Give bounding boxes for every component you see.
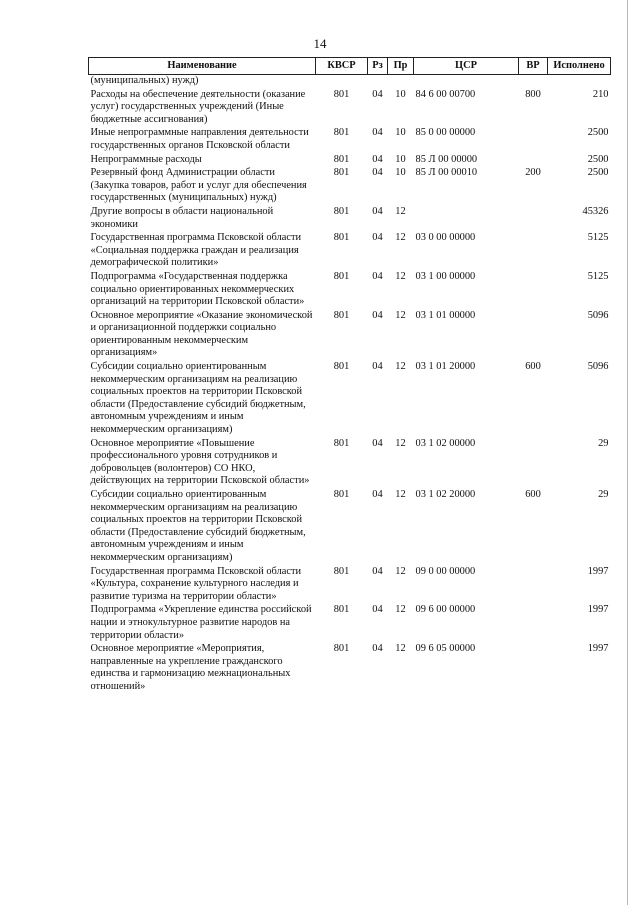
cell-kvsr: 801 — [333, 153, 350, 165]
cell-csr: 03 1 01 20000 — [415, 361, 476, 373]
table-row — [89, 309, 611, 360]
cell-name: Основное мероприятие «Повышение профессионального уровня сотрудников и добровольцев (волонтеров) СО НКО, действующих на территории Псковской области» — [90, 437, 310, 487]
cell-rz: 04 — [372, 232, 383, 244]
cell-kvsr: 801 — [333, 127, 350, 139]
table-body — [89, 75, 611, 694]
cell-isp: 29 — [598, 437, 609, 449]
cell-isp: 1997 — [587, 643, 609, 655]
cell-vr — [519, 153, 548, 167]
cell-rz: 04 — [372, 309, 383, 321]
header-vr: ВР — [519, 58, 548, 75]
cell-pr: 12 — [395, 565, 406, 577]
table-row — [89, 231, 611, 270]
cell-pr: 10 — [395, 88, 406, 100]
cell-kvsr: 801 — [333, 565, 350, 577]
cell-pr: 12 — [395, 361, 406, 373]
cell-name: Основное мероприятие «Оказание экономической и организационной поддержки социально ориентированным некоммерческим организациям» — [90, 309, 313, 359]
cell-vr: 600 — [525, 361, 541, 373]
table-row — [89, 153, 611, 167]
cell-name: Государственная программа Псковской области «Культура, сохранение культурного наследия и развитие туризма на территории области» — [90, 565, 302, 602]
cell-csr: 03 1 02 00000 — [415, 437, 476, 449]
cell-rz: 04 — [372, 153, 383, 165]
cell-vr — [519, 565, 548, 604]
cell-rz: 04 — [372, 643, 383, 655]
cell-pr: 10 — [395, 127, 406, 139]
cell-vr: 600 — [525, 489, 541, 500]
cell-name: Иные непрограммные направления деятельности государственных органов Псковской области — [90, 127, 309, 151]
table-row — [89, 270, 611, 309]
cell-csr: 84 6 00 00700 — [415, 88, 476, 100]
cell-vr: 200 — [525, 167, 541, 179]
table-row — [89, 437, 611, 488]
cell-name: Непрограммные расходы — [90, 153, 202, 165]
cell-pr: 12 — [395, 309, 406, 321]
cell-vr — [519, 437, 548, 488]
budget-table — [88, 57, 611, 694]
cell-isp: 5125 — [587, 270, 609, 282]
header-isp: Исполнено — [548, 58, 611, 75]
table-row — [89, 75, 611, 88]
cell-csr: 09 6 00 00000 — [415, 604, 476, 616]
cell-isp — [548, 75, 611, 88]
cell-rz: 04 — [372, 604, 383, 616]
cell-csr: 03 1 02 20000 — [415, 489, 476, 500]
cell-pr: 10 — [395, 153, 406, 165]
cell-rz: 04 — [372, 361, 383, 373]
cell-name: Резервный фонд Администрации области (Закупка товаров, работ и услуг для обеспечения государственных (муниципальных) нужд) — [90, 167, 307, 204]
cell-isp: 2500 — [587, 127, 609, 139]
cell-kvsr: 801 — [333, 205, 350, 217]
cell-kvsr: 801 — [333, 604, 350, 616]
cell-csr: 03 1 00 00000 — [415, 270, 476, 282]
cell-kvsr: 801 — [333, 361, 350, 373]
cell-csr — [414, 75, 519, 88]
cell-pr: 10 — [395, 167, 406, 179]
table-row — [89, 642, 611, 693]
cell-vr — [519, 642, 548, 693]
cell-rz: 04 — [372, 565, 383, 577]
table-row — [89, 603, 611, 642]
table-row — [89, 166, 611, 205]
cell-vr — [519, 270, 548, 309]
cell-rz: 04 — [372, 437, 383, 449]
cell-pr: 12 — [395, 232, 406, 244]
cell-kvsr: 801 — [333, 643, 350, 655]
cell-isp: 45326 — [582, 205, 609, 217]
cell-isp: 1997 — [587, 604, 609, 616]
cell-pr: 12 — [395, 205, 406, 217]
cell-rz: 04 — [372, 88, 383, 100]
cell-rz: 04 — [372, 205, 383, 217]
cell-kvsr: 801 — [333, 88, 350, 100]
cell-pr: 12 — [395, 437, 406, 449]
cell-csr: 09 0 00 00000 — [415, 565, 476, 577]
cell-isp: 1997 — [587, 565, 609, 577]
cell-pr — [388, 75, 414, 88]
cell-vr — [519, 75, 548, 88]
cell-isp: 5096 — [587, 309, 609, 321]
header-name: Наименование — [89, 58, 316, 75]
cell-rz: 04 — [372, 127, 383, 139]
cell-name: Подпрограмма «Укрепление единства российской нации и этнокультурное развитие народов на территории области» — [90, 604, 312, 641]
cell-name: (муниципальных) нужд) — [90, 75, 199, 86]
cell-pr: 12 — [395, 489, 406, 500]
cell-kvsr: 801 — [333, 270, 350, 282]
cell-name: Государственная программа Псковской области «Социальная поддержка граждан и реализация демографической политики» — [90, 232, 302, 269]
cell-isp: 5125 — [587, 232, 609, 244]
cell-rz: 04 — [372, 489, 383, 500]
header-kvsr: КВСР — [316, 58, 368, 75]
cell-kvsr: 801 — [333, 167, 350, 179]
cell-pr: 12 — [395, 643, 406, 655]
table-row — [89, 360, 611, 437]
table-row — [89, 126, 611, 152]
cell-rz — [368, 75, 388, 88]
cell-kvsr: 801 — [333, 309, 350, 321]
header-pr: Пр — [388, 58, 414, 75]
cell-name: Основное мероприятие «Мероприятия, направленные на укрепление гражданского единства и гармонизацию межнациональных отношений» — [90, 643, 291, 692]
cell-csr: 03 0 00 00000 — [415, 232, 476, 244]
cell-vr: 800 — [525, 88, 541, 100]
cell-vr — [519, 603, 548, 642]
cell-name: Субсидии социально ориентированным некоммерческим организациям на реализацию социальных проектов на территории Псковской области (Предоставление субсидий бюджетным, автономным учреждениям и иным некоммерческим организациям) — [90, 361, 306, 436]
cell-csr: 85 0 00 00000 — [415, 127, 476, 139]
cell-pr: 12 — [395, 604, 406, 616]
cell-isp: 29 — [598, 489, 609, 500]
cell-kvsr — [316, 75, 368, 88]
cell-csr: 85 Л 00 00000 — [415, 153, 478, 165]
cell-vr — [519, 231, 548, 270]
cell-vr — [519, 309, 548, 360]
table-row — [89, 205, 611, 231]
table-row — [89, 88, 611, 127]
cell-kvsr: 801 — [333, 437, 350, 449]
cell-name: Расходы на обеспечение деятельности (оказание услуг) государственных учреждений (Иные бюджетные ассигнования) — [90, 88, 306, 125]
cell-csr: 85 Л 00 00010 — [415, 167, 478, 179]
cell-isp: 5096 — [587, 361, 609, 373]
cell-kvsr: 801 — [333, 232, 350, 244]
cell-csr: 03 1 01 00000 — [415, 309, 476, 321]
table-row — [89, 565, 611, 604]
page-number: 14 — [313, 36, 327, 51]
header-rz: Рз — [368, 58, 388, 75]
cell-rz: 04 — [372, 167, 383, 179]
table-header-row — [89, 58, 611, 75]
page-edge-line — [627, 0, 628, 905]
cell-name: Субсидии социально ориентированным некоммерческим организациям на реализацию социальных проектов на территории Псковской области (Предоставление субсидий бюджетным, автономным учреждениям и иным некоммерческим организациям) — [90, 489, 306, 563]
cell-csr: 09 6 05 00000 — [415, 643, 476, 655]
cell-pr: 12 — [395, 270, 406, 282]
cell-rz: 04 — [372, 270, 383, 282]
cell-isp: 2500 — [587, 153, 609, 165]
table-row — [89, 488, 611, 565]
cell-kvsr: 801 — [333, 489, 350, 500]
cell-isp: 2500 — [587, 167, 609, 179]
cell-vr — [519, 126, 548, 152]
cell-name: Другие вопросы в области национальной экономики — [90, 205, 274, 230]
cell-name: Подпрограмма «Государственная поддержка социально ориентированных некоммерческих организаций на территории Псковской области» — [90, 270, 305, 308]
header-csr: ЦСР — [414, 58, 519, 75]
cell-csr — [414, 205, 519, 231]
cell-isp: 210 — [592, 88, 609, 100]
cell-vr — [519, 205, 548, 231]
